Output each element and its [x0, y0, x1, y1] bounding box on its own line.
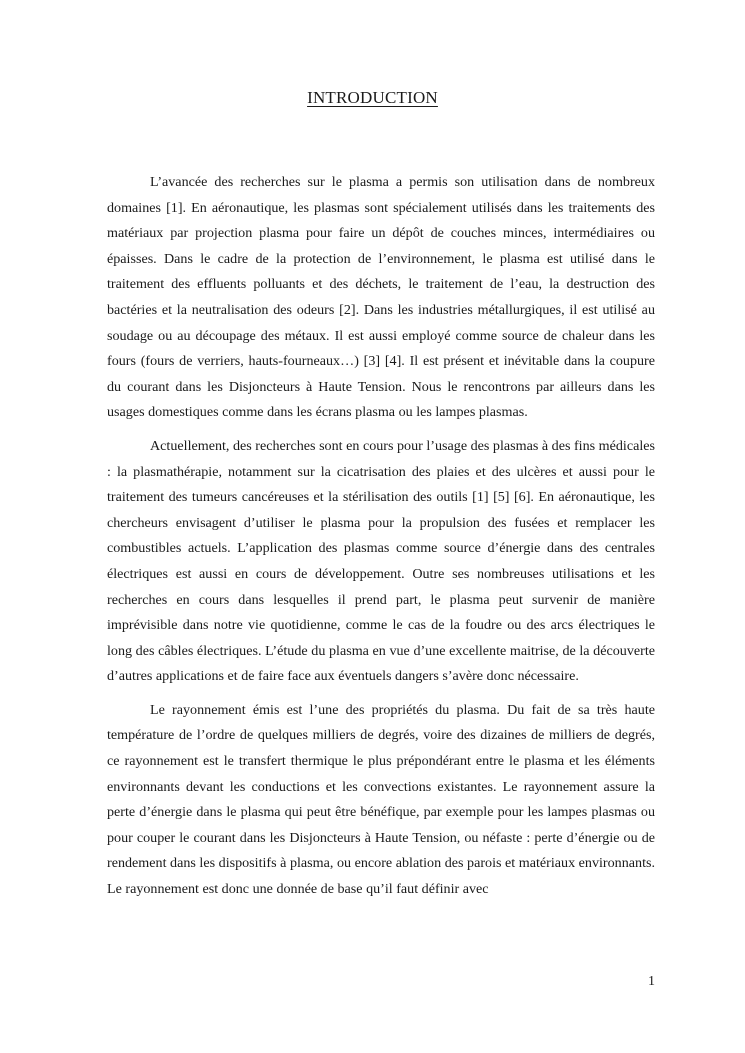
page-number: 1 — [648, 974, 655, 989]
paragraph: L’avancée des recherches sur le plasma a permis son utilisation dans de nombreux domaines [1]. En aéronautique, les plasmas sont spécialement utilisés dans les traitements des matériaux par projection plasma pour faire un dépôt de couches minces, intermédiaires ou épaisses. Dans le cadre de la protection de l’environnement, le plasma est utilisé dans le traitement des effluents polluants et des déchets, le traitement de l’eau, la destruction des bactéries et la neutralisation des odeurs [2]. Dans les industries métallurgiques, il est utilisé au soudage ou au découpage des métaux. Il est aussi employé comme source de chaleur dans les fours (fours de verriers, hauts-fourneaux…) [3] [4]. Il est présent et inévitable dans la coupure du courant dans les Disjoncteurs à Haute Tension. Nous le rencontrons par ailleurs dans les usages domestiques comme dans les écrans plasma ou les lampes plasmas. — [107, 174, 655, 421]
page-title: INTRODUCTION — [307, 88, 438, 107]
paragraph: Le rayonnement émis est l’une des propriétés du plasma. Du fait de sa très haute température de l’ordre de quelques milliers de degrés, voire des dizaines de milliers de degrés, ce rayonnement est le transfert thermique le plus prépondérant entre le plasma et les éléments environnants devant les conductions et les convections existantes. Le rayonnement assure la perte d’énergie dans le plasma qui peut être bénéfique, par exemple pour les lampes plasmas ou pour couper le courant dans les Disjoncteurs à Haute Tension, ou néfaste : perte d’énergie ou de rendement dans les dispositifs à plasma, ou encore ablation des parois et matériaux environnants. Le rayonnement est donc une donnée de base qu’il faut définir avec — [107, 701, 655, 898]
paragraph: Actuellement, des recherches sont en cours pour l’usage des plasmas à des fins médicales : la plasmathérapie, notamment sur la cicatrisation des plaies et des ulcères et aussi pour le traitement des tumeurs cancéreuses et la stérilisation des outils [1] [5] [6]. En aéronautique, les chercheurs envisagent d’utiliser le plasma pour la propulsion des fusées et remplacer les combustibles actuels. L’application des plasmas comme source d’énergie dans des centrales électriques est aussi en cours de développement. Outre ses nombreuses utilisations et les recherches en cours dans lesquelles il prend part, le plasma peut survenir de manière imprévisible dans notre vie quotidienne, comme le cas de la foudre ou des arcs électriques le long des câbles électriques. L’étude du plasma en vue d’une excellente maitrise, de la découverte d’autres applications et de faire face aux éventuels dangers s’avère donc nécessaire. — [107, 437, 655, 685]
body-text — [107, 170, 655, 911]
